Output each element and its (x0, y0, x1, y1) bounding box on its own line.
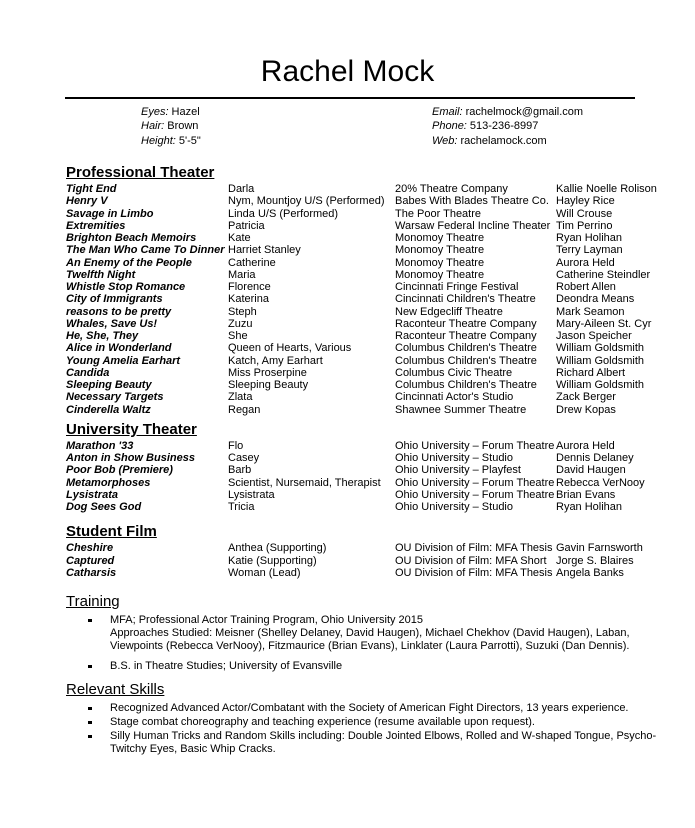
role: Zuzu (228, 317, 253, 330)
table-row (66, 293, 670, 305)
director: David Haugen (556, 464, 626, 477)
square-bullet-icon (88, 721, 92, 725)
section-professional-theater (66, 164, 670, 416)
section-heading-training: Training (66, 593, 120, 610)
director: Tim Perrino (556, 219, 613, 232)
square-bullet-icon (88, 707, 92, 711)
director: Brian Evans (556, 488, 616, 501)
role: Barb (228, 464, 252, 477)
hair-line (141, 120, 201, 134)
role: Linda U/S (Performed) (228, 207, 339, 220)
table-row (66, 269, 670, 281)
theatre: Columbus Children's Theatre (395, 354, 537, 367)
director: Dennis Delaney (556, 452, 634, 464)
production-title: Alice in Wonderland (66, 342, 172, 355)
eyes-label: Eyes: (141, 106, 169, 118)
theatre: Columbus Civic Theatre (395, 366, 513, 379)
theatre: Ohio University – Studio (395, 501, 513, 513)
director: William Goldsmith (556, 354, 645, 367)
list-item-subtext: Approaches Studied: Meisner (Shelley Delaney, David Haugen), Michael Chekhov (David Haugen), Laban, Viewpoints (Rebecca VerNooy), Fitzmaurice (Brian Evans), Linklater (Laura Parrotti), Suzuki (Dan Dennis). (110, 627, 630, 652)
page-title: Rachel Mock (260, 55, 435, 88)
production-title: Cinderella Waltz (66, 403, 151, 416)
production-title: He, She, They (66, 330, 139, 342)
university-theater-table (66, 440, 670, 514)
theatre: New Edgecliff Theatre (395, 305, 503, 318)
role: Flo (228, 439, 244, 452)
list-item-text (110, 702, 670, 715)
table-row (66, 555, 670, 567)
director: Gavin Farnsworth (556, 542, 643, 555)
role: Lysistrata (228, 488, 275, 501)
theatre: Cincinnati Fringe Festival (395, 281, 519, 293)
role: Katch, Amy Earhart (228, 354, 323, 367)
list-item-main-line: Recognized Advanced Actor/Combatant with the Society of American Fight Directors, 13 years experience. (110, 702, 629, 714)
director: Ryan Holihan (556, 501, 623, 513)
production-title: Sleeping Beauty (66, 379, 152, 391)
theatre: Ohio University – Playfest (395, 464, 521, 477)
list-item (66, 730, 670, 756)
table-row (66, 542, 670, 554)
resume-body (66, 164, 670, 756)
director: Hayley Rice (556, 195, 615, 208)
table-row (66, 232, 670, 244)
director: Mark Seamon (556, 305, 625, 318)
production-title: Tight End (66, 183, 117, 195)
production-title: City of Immigrants (66, 293, 163, 306)
resume-page (0, 54, 695, 828)
personal-info-contact (432, 106, 583, 149)
table-row (66, 281, 670, 293)
theatre: OU Division of Film: MFA Thesis (395, 542, 553, 555)
phone-line (432, 120, 583, 134)
role: She (228, 330, 248, 342)
professional-theater-table (66, 183, 670, 416)
personal-info (0, 106, 695, 154)
table-row (66, 183, 670, 195)
table-row (66, 318, 670, 330)
list-item-text (110, 730, 670, 756)
table-row (66, 306, 670, 318)
director: Drew Kopas (556, 403, 616, 416)
role: Casey (228, 452, 260, 464)
table-row (66, 342, 670, 354)
theatre: Monomoy Theatre (395, 244, 485, 257)
relevant-skills-list (66, 702, 670, 756)
theatre: Raconteur Theatre Company (395, 317, 537, 330)
list-item-main-line: Stage combat choreography and teaching experience (resume available upon request). (110, 716, 535, 728)
hair-value: Brown (167, 119, 199, 132)
height-value: 5'-5" (178, 135, 201, 147)
phone-label: Phone: (432, 119, 467, 132)
theatre: Cincinnati Actor's Studio (395, 391, 514, 404)
director: Will Crouse (556, 207, 613, 220)
list-item (66, 702, 670, 715)
director: Jorge S. Blaires (556, 554, 634, 567)
height-label: Height: (141, 135, 176, 147)
section-heading-relevant-skills: Relevant Skills (66, 681, 165, 698)
role: Harriet Stanley (228, 244, 301, 257)
production-title: Catharsis (66, 566, 117, 579)
production-title: Anton in Show Business (66, 452, 195, 464)
theatre: OU Division of Film: MFA Short (395, 554, 547, 567)
theatre: Ohio University – Studio (395, 452, 513, 464)
theatre: Columbus Children's Theatre (395, 342, 537, 355)
theatre: Columbus Children's Theatre (395, 379, 537, 391)
role: Miss Proserpine (228, 366, 307, 379)
web-line (432, 135, 583, 149)
theatre: Babes With Blades Theatre Co. (395, 195, 549, 208)
role: Catherine (228, 256, 276, 269)
list-item (66, 716, 670, 729)
role: Regan (228, 403, 261, 416)
director: Terry Layman (556, 244, 623, 257)
theatre: Monomoy Theatre (395, 268, 485, 281)
role: Katie (Supporting) (228, 554, 317, 567)
production-title: reasons to be pretty (66, 305, 172, 318)
production-title: Twelfth Night (66, 268, 136, 281)
production-title: Lysistrata (66, 488, 118, 501)
director: William Goldsmith (556, 342, 645, 355)
director: Ryan Holihan (556, 232, 623, 244)
production-title: The Man Who Came To Dinner (66, 244, 225, 257)
section-student-film (66, 523, 670, 579)
theatre: Monomoy Theatre (395, 256, 485, 269)
table-row (66, 464, 670, 476)
director: William Goldsmith (556, 379, 645, 391)
role: Steph (228, 305, 257, 318)
eyes-line (141, 106, 201, 120)
square-bullet-icon (88, 735, 92, 739)
list-item-text (110, 614, 670, 653)
role: Kate (228, 232, 251, 244)
director: Jason Speicher (556, 330, 632, 342)
production-title: Cheshire (66, 542, 114, 555)
list-item-text (110, 716, 670, 729)
web-label: Web: (432, 135, 458, 147)
section-heading-university-theater: University Theater (66, 420, 197, 438)
hair-label: Hair: (141, 119, 165, 132)
section-training (66, 593, 670, 673)
email-label: Email: (432, 106, 463, 118)
table-row (66, 452, 670, 464)
role: Queen of Hearts, Various (228, 342, 352, 355)
role: Darla (228, 183, 255, 195)
table-row (66, 391, 670, 403)
theatre: Shawnee Summer Theatre (395, 403, 527, 416)
production-title: Dog Sees God (66, 501, 142, 513)
email-value: rachelmock@gmail.com (465, 106, 584, 118)
theatre: Warsaw Federal Incline Theater (395, 219, 551, 232)
theatre: Ohio University – Forum Theatre (395, 476, 555, 489)
personal-info-physical (141, 106, 201, 149)
director: Rebecca VerNooy (556, 476, 645, 489)
production-title: Whistle Stop Romance (66, 281, 186, 293)
table-row (66, 330, 670, 342)
eyes-value: Hazel (171, 106, 200, 118)
director: Robert Allen (556, 281, 616, 293)
table-row (66, 440, 670, 452)
section-heading-professional-theater: Professional Theater (66, 164, 215, 181)
director: Aurora Held (556, 439, 615, 452)
table-row (66, 567, 670, 579)
director: Catherine Steindler (556, 268, 651, 281)
role: Patricia (228, 219, 265, 232)
production-title: Savage in Limbo (66, 207, 154, 220)
list-item-main-line: Silly Human Tricks and Random Skills including: Double Jointed Elbows, Rolled and W-shaped Tongue, Psycho-Twitchy Eyes, Basic Whip Cracks. (110, 730, 657, 755)
role: Maria (228, 268, 256, 281)
theatre: The Poor Theatre (395, 207, 482, 220)
theatre: Ohio University – Forum Theatre (395, 439, 555, 452)
director: Aurora Held (556, 256, 615, 269)
production-title: Metamorphoses (66, 476, 151, 489)
list-item-text (110, 660, 670, 673)
theatre: Ohio University – Forum Theatre (395, 488, 555, 501)
role: Scientist, Nursemaid, Therapist (228, 476, 381, 489)
production-title: Whales, Save Us! (66, 317, 158, 330)
production-title: Henry V (66, 195, 108, 208)
production-title: Poor Bob (Premiere) (66, 464, 173, 477)
table-row (66, 220, 670, 232)
table-row (66, 501, 670, 513)
list-item-main-line: MFA; Professional Actor Training Program, Ohio University 2015 (110, 614, 424, 626)
phone-value: 513-236-8997 (469, 119, 539, 132)
title-divider (65, 97, 635, 99)
director: Angela Banks (556, 566, 624, 579)
table-row (66, 477, 670, 489)
web-value: rachelamock.com (460, 135, 547, 147)
theatre: OU Division of Film: MFA Thesis (395, 566, 553, 579)
director: Deondra Means (556, 293, 635, 306)
role: Florence (228, 281, 271, 293)
table-row (66, 489, 670, 501)
email-line (432, 106, 583, 120)
role: Nym, Mountjoy U/S (Performed) (228, 195, 385, 208)
table-row (66, 404, 670, 416)
theatre: Cincinnati Children's Theatre (395, 293, 536, 306)
table-row (66, 355, 670, 367)
role: Anthea (Supporting) (228, 542, 327, 555)
height-line (141, 135, 201, 149)
director: Kallie Noelle Rolison (556, 183, 657, 195)
production-title: An Enemy of the People (66, 256, 192, 269)
director: Richard Albert (556, 366, 626, 379)
theatre: Monomoy Theatre (395, 232, 485, 244)
director: Mary-Aileen St. Cyr (556, 317, 652, 330)
production-title: Brighton Beach Memoirs (66, 232, 197, 244)
section-university-theater (66, 421, 670, 514)
production-title: Candida (66, 366, 110, 379)
square-bullet-icon (88, 665, 92, 669)
role: Zlata (228, 391, 253, 404)
production-title: Young Amelia Earhart (66, 354, 181, 367)
table-row (66, 244, 670, 256)
section-relevant-skills (66, 681, 670, 756)
list-item (66, 660, 670, 673)
training-list (66, 614, 670, 673)
list-item-main-line: B.S. in Theatre Studies; University of Evansville (110, 660, 343, 672)
theatre: 20% Theatre Company (395, 183, 508, 195)
role: Woman (Lead) (228, 566, 301, 579)
director: Zack Berger (556, 391, 616, 404)
section-heading-student-film: Student Film (66, 523, 157, 541)
production-title: Marathon '33 (66, 439, 134, 452)
table-row (66, 257, 670, 269)
table-row (66, 379, 670, 391)
square-bullet-icon (88, 619, 92, 623)
list-item (66, 614, 670, 653)
role: Sleeping Beauty (228, 379, 309, 391)
table-row (66, 208, 670, 220)
production-title: Extremities (66, 219, 126, 232)
production-title: Necessary Targets (66, 391, 164, 404)
table-row (66, 195, 670, 207)
role: Tricia (228, 501, 255, 513)
role: Katerina (228, 293, 269, 306)
student-film-table (66, 542, 670, 579)
theatre: Raconteur Theatre Company (395, 330, 537, 342)
table-row (66, 367, 670, 379)
production-title: Captured (66, 554, 115, 567)
